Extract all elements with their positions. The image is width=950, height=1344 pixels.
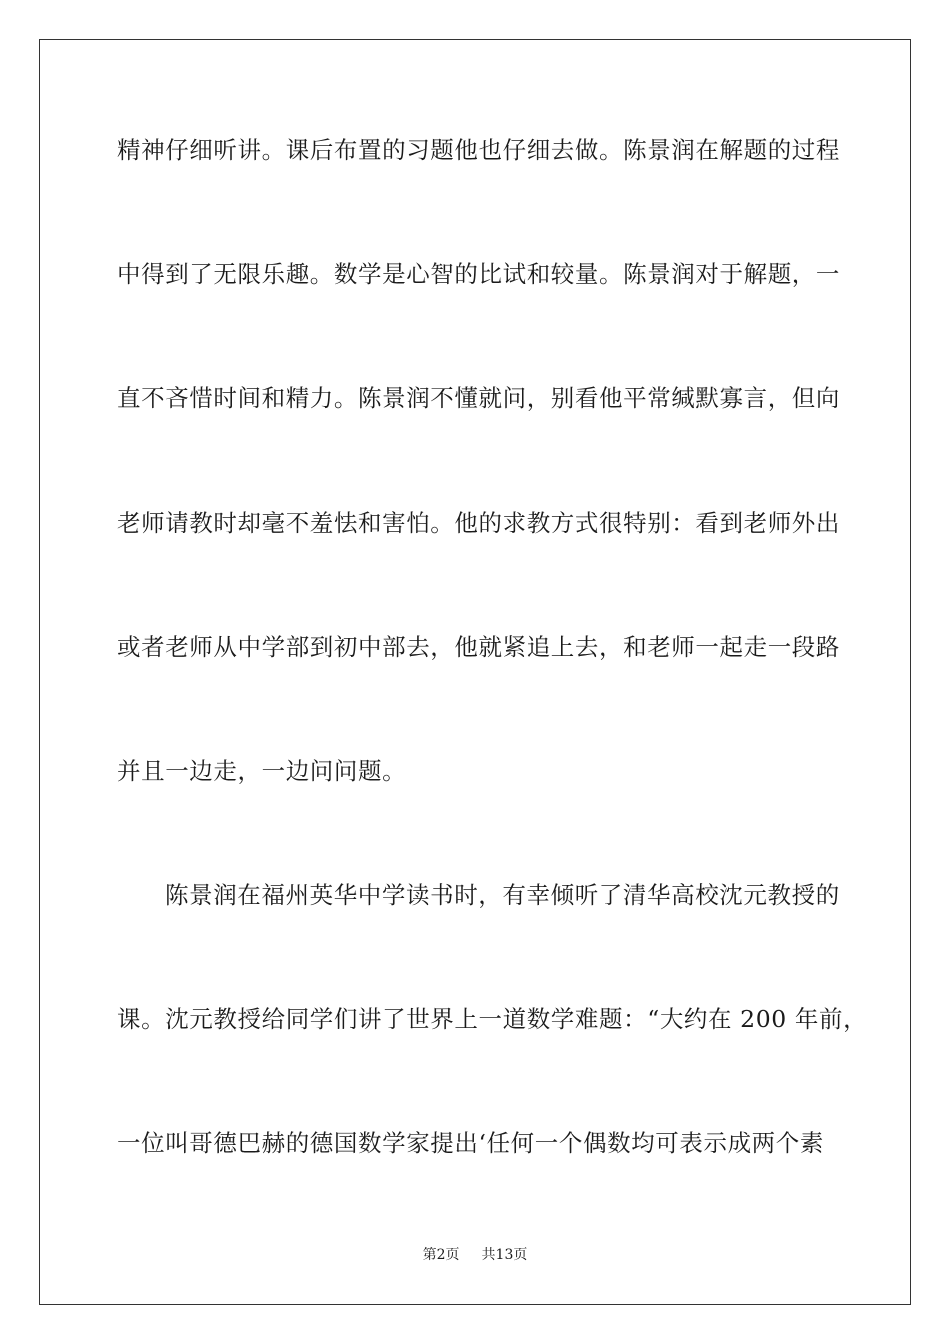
page-total: 共13页: [481, 1247, 528, 1263]
page-border: [39, 39, 911, 1305]
body-text-line-1: 精神仔细听讲。课后布置的习题他也仔细去做。陈景润在解题的过程: [117, 136, 840, 164]
body-text-line-9: 一位叫哥德巴赫的德国数学家提出‘任何一个偶数均可表示成两个素: [117, 1129, 824, 1157]
body-text-line-6: 并且一边走，一边问问题。: [117, 757, 407, 785]
page-footer: [0, 1246, 950, 1264]
page-number: 第2页: [422, 1247, 460, 1263]
body-text-line-5: 或者老师从中学部到初中部去，他就紧追上去，和老师一起走一段路: [117, 633, 840, 661]
body-text-line-2: 中得到了无限乐趣。数学是心智的比试和较量。陈景润对于解题，一: [117, 260, 840, 288]
body-text-line-3: 直不吝惜时间和精力。陈景润不懂就问，别看他平常缄默寡言，但向: [117, 384, 840, 412]
body-text-line-7: 陈景润在福州英华中学读书时，有幸倾听了清华高校沈元教授的: [165, 881, 840, 909]
body-text-line-4: 老师请教时却毫不羞怯和害怕。他的求教方式很特别：看到老师外出: [117, 509, 840, 537]
body-text-line-8: 课。沈元教授给同学们讲了世界上一道数学难题：“大约在 200 年前，: [117, 1005, 868, 1033]
